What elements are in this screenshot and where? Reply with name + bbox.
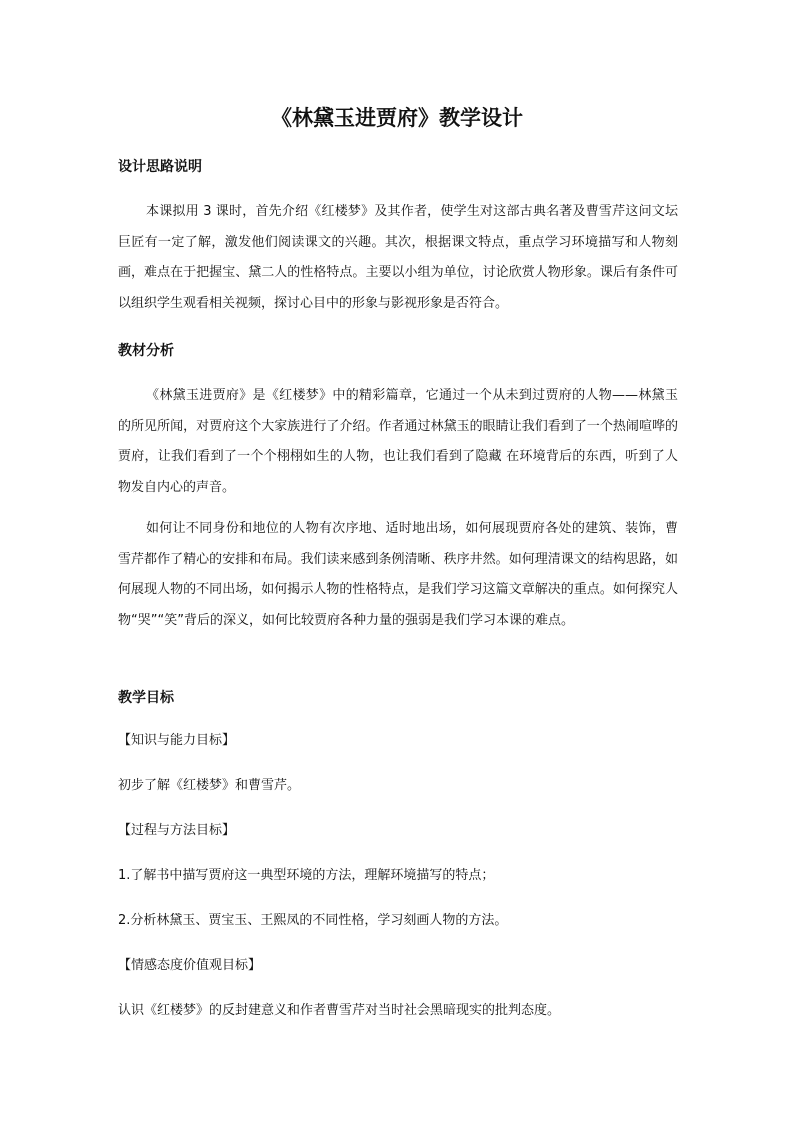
knowledge-goal-item: 初步了解《红楼梦》和曹雪芹。 [118,778,301,793]
process-goal-item-2: 2.分析林黛玉、贾宝玉、王熙凤的不同性格，学习刻画人物的方法。 [118,913,508,928]
emotion-goal-item: 认识《红楼梦》的反封建意义和作者曹雪芹对当时社会黑暗现实的批判态度。 [118,1003,561,1018]
section-heading-teaching-goals: 教学目标 [118,690,174,706]
emotion-goal-label: 【情感态度价值观目标】 [118,958,262,973]
document-title: 《林黛玉进贾府》教学设计 [271,105,523,130]
material-analysis-paragraph-1: 《林黛玉进贾府》是《红楼梦》中的精彩篇章，它通过一个从未到过贾府的人物——林黛玉的所见所闻，对贾府这个大家族进行了介绍。作者通过林黛玉的眼睛让我们看到了一个热闹喧哗的贾府，让我们看到了一个个栩栩如生的人物，也让我们看到了隐藏 在环境背后的东西，听到了人物发自内心的声音。 [118,388,678,495]
material-analysis-paragraph-2: 如何让不同身份和地位的人物有次序地、适时地出场，如何展现贾府各处的建筑、装饰，曹雪芹都作了精心的安排和布局。我们读来感到条例清晰、秩序井然。如何理清课文的结构思路，如何展现人物的不同出场，如何揭示人物的性格特点，是我们学习这篇文章解决的重点。如何探究人物“哭”“笑”背后的深义，如何比较贾府各种力量的强弱是我们学习本课的难点。 [118,521,678,628]
knowledge-goal-label: 【知识与能力目标】 [118,733,236,748]
design-rationale-paragraph: 本课拟用 3 课时，首先介绍《红楼梦》及其作者，使学生对这部古典名著及曹雪芹这问文坛巨匠有一定了解，激发他们阅读课文的兴趣。其次，根据课文特点，重点学习环境描写和人物刻画，难点在于把握宝、黛二人的性格特点。主要以小组为单位，讨论欣赏人物形象。课后有条件可以组织学生观看相关视频，探讨心目中的形象与影视形象是否符合。 [118,204,678,311]
section-heading-design-rationale: 设计思路说明 [118,159,202,175]
process-goal-item-1: 1.了解书中描写贾府这一典型环境的方法，理解环境描写的特点； [118,868,495,883]
process-goal-label: 【过程与方法目标】 [118,823,236,838]
section-heading-material-analysis: 教材分析 [118,343,174,359]
